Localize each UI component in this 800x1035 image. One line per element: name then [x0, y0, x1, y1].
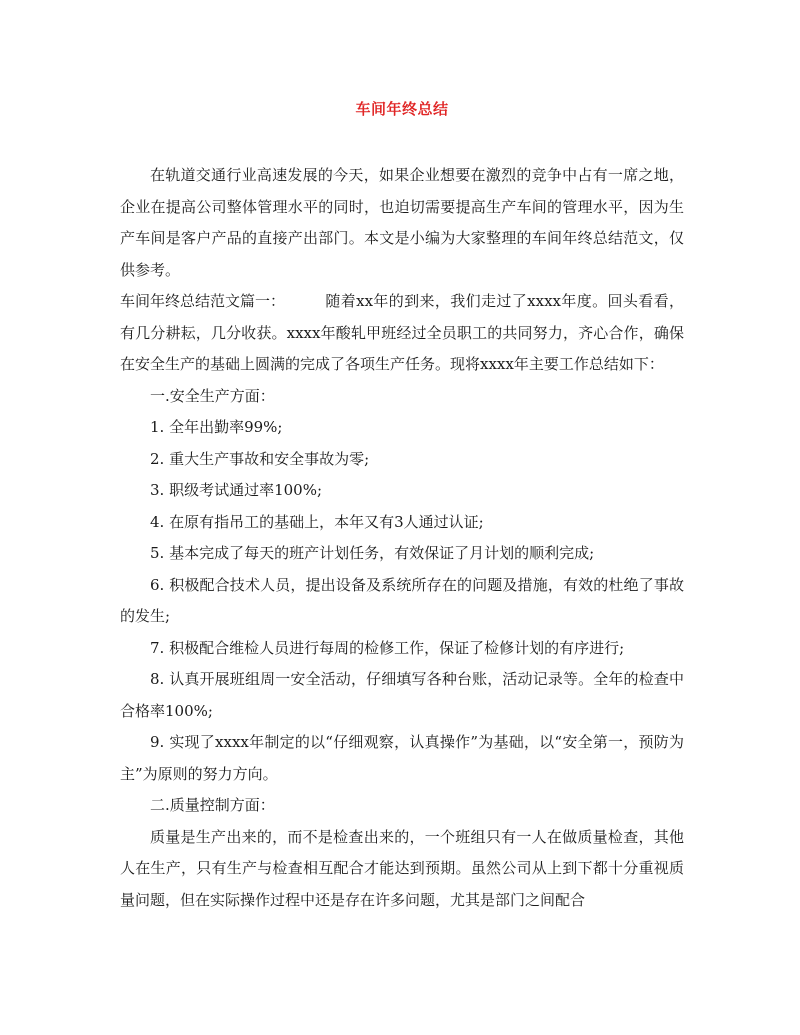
article1-paragraph	[120, 286, 684, 381]
section2-paragraph: 质量是生产出来的，而不是检查出来的，一个班组只有一人在做质量检查，其他人在生产，只有生产与检查相互配合才能达到预期。虽然公司从上到下都十分重视质量问题，但在实际操作过程中还是存在许多问题，尤其是部门之间配合	[120, 827, 684, 909]
list-item: 6. 积极配合技术人员，提出设备及系统所存在的问题及措施，有效的杜绝了事故的发生;	[120, 575, 684, 625]
article1-opening: 随着xx年的到来，我们走过了xxxx年度。回头看看，有几分耕耘，几分收获。xxxx年酸轧甲班经过全员职工的共同努力，齐心合作，确保在安全生产的基础上圆满的完成了各项生产任务。现将xxxx年主要工作总结如下：	[120, 292, 684, 373]
list-item: 3. 职级考试通过率100%;	[150, 481, 323, 499]
list-item: 8. 认真开展班组周一安全活动，仔细填写各种台账，活动记录等。全年的检查中合格率100%;	[120, 670, 684, 720]
section1-heading: 一.安全生产方面：	[150, 386, 275, 405]
list-item: 7. 积极配合维检人员进行每周的检修工作，保证了检修计划的有序进行;	[150, 638, 625, 657]
document-title: 车间年终总结	[355, 100, 449, 118]
article1-label: 车间年终总结范文篇一：	[120, 292, 286, 310]
section2-heading: 二.质量控制方面：	[150, 796, 275, 814]
list-item: 5. 基本完成了每天的班产计划任务，有效保证了月计划的顺利完成;	[150, 544, 595, 562]
list-item: 2. 重大生产事故和安全事故为零;	[150, 449, 370, 468]
intro-paragraph: 在轨道交通行业高速发展的今天，如果企业想要在激烈的竞争中占有一席之地，企业在提高公司整体管理水平的同时，也迫切需要提高生产车间的管理水平，因为生产车间是客户产品的直接产出部门。本文是小编为大家整理的车间年终总结范文，仅供参考。	[120, 166, 684, 279]
list-item: 1. 全年出勤率99%;	[150, 418, 283, 436]
list-item: 4. 在原有指吊工的基础上，本年又有3人通过认证;	[150, 512, 484, 531]
list-item: 9. 实现了xxxx年制定的以“仔细观察，认真操作”为基础，以“安全第一，预防为主”为原则的努力方向。	[120, 733, 684, 783]
document-page	[120, 98, 684, 916]
